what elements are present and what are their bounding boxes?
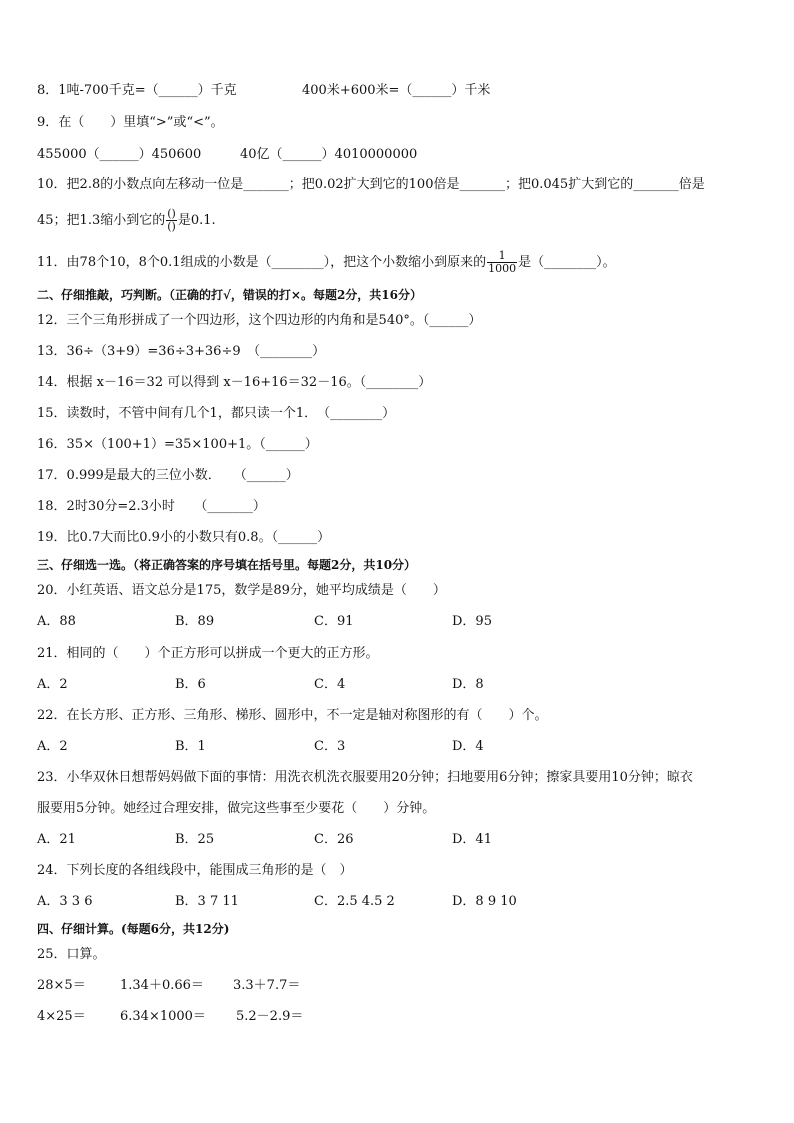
q10-line1: 10．把2.8的小数点向左移动一位是_______；把0.02扩大到它的100倍是_______；把0.045扩大到它的_______倍是 [37,177,705,192]
q23-option-b: B．25 [175,832,215,847]
q25-r2-c3: 5.2－2.9＝ [236,1009,304,1024]
q11-frac-den: 1000 [488,262,517,275]
q23-option-a: A．21 [37,832,76,847]
q21-option-b: B．6 [175,677,206,692]
q9-part-b: 40亿（______）4010000000 [240,147,418,162]
q22-option-d: D．4 [452,739,484,754]
q10-frac-num: () [167,207,176,220]
q11-post: 是（________）。 [518,255,616,270]
q11-pre: 11．由78个10，8个0.1组成的小数是（________），把这个小数缩小到原来的 [37,255,487,270]
q22-text: 22．在长方形、正方形、三角形、梯形、圆形中，不一定是轴对称图形的有（ ）个。 [37,708,548,723]
q24-text: 24．下列长度的各组线段中，能围成三角形的是（ ） [37,863,353,878]
question-16: 16．35×（100+1）=35×100+1。（______） [37,437,318,452]
question-11 [37,245,616,281]
q22-option-c: C．3 [314,739,346,754]
q9-text: 9．在（ ）里填“>”或“<”。 [37,115,224,130]
q25-r2-c2: 6.34×1000＝ [120,1009,206,1024]
q20-option-d: D．95 [452,614,492,629]
q24-option-b: B．3 7 11 [175,894,239,909]
section-4-heading: 四、仔细计算。(每题6分，共12分) [37,922,230,936]
q10-frac-den: () [167,220,176,233]
q25-r1-c3: 3.3＋7.7＝ [233,978,301,993]
question-15: 15．读数时，不管中间有几个1，都只读一个1． （________） [37,406,396,421]
question-19: 19．比0.7大而比0.9小的小数只有0.8。（______） [37,530,331,545]
q25-text: 25．口算。 [37,947,106,962]
q25-r2-c1: 4×25＝ [37,1009,86,1024]
question-17: 17．0.999是最大的三位小数． （______） [37,468,299,483]
q20-option-c: C．91 [314,614,354,629]
q24-option-c: C．2.5 4.5 2 [314,894,395,909]
question-18: 18．2时30分=2.3小时 （_______） [37,499,266,514]
q21-text: 21．相同的（ ）个正方形可以拼成一个更大的正方形。 [37,646,379,661]
section-3-heading: 三、仔细选一选。（将正确答案的序号填在括号里。每题2分，共10分） [37,558,417,572]
q23-option-c: C．26 [314,832,354,847]
q21-option-d: D．8 [452,677,484,692]
q11-fraction [487,250,517,275]
q8-part-a: 8．1吨-700千克=（______）千克 [37,83,237,98]
q20-text: 20．小红英语、语文总分是175，数学是89分，她平均成绩是（ ） [37,583,446,598]
q25-r1-c2: 1.34＋0.66＝ [120,978,204,993]
q20-option-a: A．88 [37,614,76,629]
question-13: 13．36÷（3+9）=36÷3+36÷9 （________） [37,344,326,359]
q21-option-a: A．2 [37,677,68,692]
q10-line2-post: 是0.1. [177,213,216,228]
q11-frac-num: 1 [487,250,517,263]
q22-option-a: A．2 [37,739,68,754]
q23-option-d: D．41 [452,832,492,847]
q10-fraction [166,208,177,233]
q24-option-a: A．3 3 6 [37,894,93,909]
section-2-heading: 二、仔细推敲，巧判断。（正确的打√，错误的打×。每题2分，共16分） [37,288,422,302]
q9-part-a: 455000（______）450600 [37,147,202,162]
q24-option-d: D．8 9 10 [452,894,517,909]
q10-line2-pre: 45；把1.3缩小到它的 [37,213,166,228]
q25-r1-c1: 28×5＝ [37,978,86,993]
q23-line1: 23．小华双休日想帮妈妈做下面的事情：用洗衣机洗衣服要用20分钟；扫地要用6分钟；擦家具要用10分钟；晾衣 [37,770,693,785]
question-14: 14．根据 x－16＝32 可以得到 x－16+16＝32－16。（________） [37,375,432,390]
q22-option-b: B．1 [175,739,206,754]
q8-part-b: 400米+600米=（______）千米 [302,83,491,98]
question-12: 12．三个三角形拼成了一个四边形，这个四边形的内角和是540°。（______） [37,313,482,328]
q20-option-b: B．89 [175,614,215,629]
q10-line2 [37,205,216,237]
q21-option-c: C．4 [314,677,346,692]
q23-line2: 服要用5分钟。她经过合理安排，做完这些事至少要花（ ）分钟。 [37,801,436,816]
